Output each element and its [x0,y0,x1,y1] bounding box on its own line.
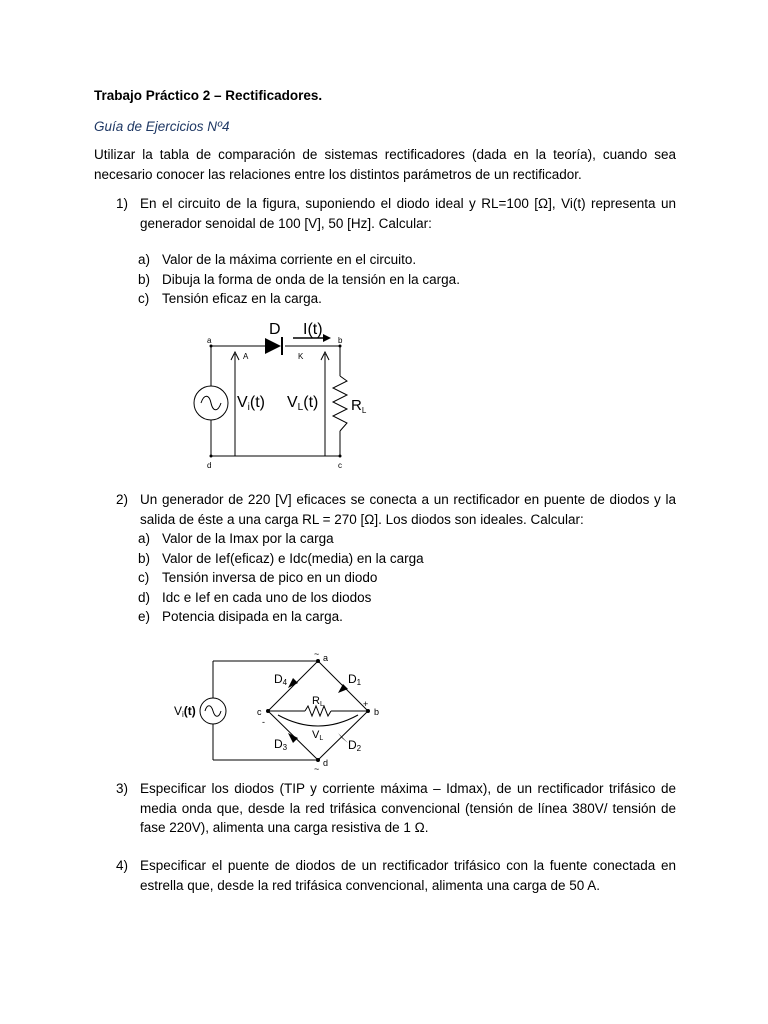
node-c-label: c [338,461,342,470]
vl-label: VL [312,729,324,742]
node-b-label: b [338,336,343,345]
diode-symbol [265,338,281,354]
exercise-1 [94,194,676,234]
cathode-label: K [298,352,304,361]
vi-label: Vi(t) [174,704,196,719]
node-b-label: b [374,707,380,717]
diode-d1 [338,684,348,693]
doc-subtitle: Guía de Ejercicios Nº4 [94,119,230,134]
bridge-rectifier-diagram [170,645,410,775]
list-item: d) Idc e Ief en cada uno de los diodos [138,589,372,605]
node-d-label: d [323,758,329,768]
list-item: c) Tensión eficaz en la carga. [138,291,322,306]
vi-label: Vi(t) [237,394,266,413]
exercise-3 [94,779,676,839]
exercise-number: 2) [116,492,129,507]
current-label: I(t) [303,321,323,338]
exercise-text: Especificar el puente de diodos de un rectificador trifásico con la fuente conectada en estrella que, desde la red trifásica convencional, alimenta una carga de 50 A. [140,858,676,893]
rl-label: $R_L$ [351,397,367,415]
exercise-4 [94,856,676,896]
node-a-label: a [323,653,329,663]
exercise-text: Un generador de 220 [V] eficaces se conecta a un rectificador en puente de diodos y la salida de éste a una carga RL = 270 [Ω]. Los diodos son ideales. Calcular: [140,492,676,527]
diode-d3 [288,733,298,743]
node-d-label: d [207,461,212,470]
exercise-2-items [138,529,678,627]
doc-intro: Utilizar la tabla de comparación de sistemas rectificadores (dada en la teoría), cuando sea necesario conocer las relaciones entre los distintos parámetros de un rectificador. [94,147,676,182]
list-item: b) Dibuja la forma de onda de la tensión en la carga. [138,271,460,287]
exercise-number: 1) [116,196,129,211]
d4-label: D4 [274,672,288,687]
tilde-bottom: ~ [314,764,320,774]
exercise-text: En el circuito de la figura, suponiendo el diodo ideal y RL=100 [Ω], Vi(t) representa un generador senoidal de 100 [V], 50 [Hz]. Calcular: [140,196,676,231]
list-item: c) Tensión inversa de pico en un diodo [138,570,378,585]
d3-label: D3 [274,737,288,752]
exercise-number: 3) [116,781,129,796]
d2-label: D2 [348,738,362,753]
minus-sign: - [262,717,265,727]
d1-label: D1 [348,672,362,687]
diode-d2 [338,733,348,743]
list-item: b) Valor de Ief(eficaz) e Idc(media) en la carga [138,550,424,566]
node-a-label: a [207,336,212,345]
node-c-label: c [257,707,262,717]
plus-sign: + [363,699,369,709]
tilde-top: ~ [314,649,320,659]
exercise-number: 4) [116,858,129,873]
list-item: a) Valor de la Imax por la carga [138,531,334,546]
rl-label: RL [312,695,324,708]
half-wave-rectifier-diagram [185,316,365,476]
exercise-1-items [138,250,678,309]
exercise-text: Especificar los diodos (TIP y corriente máxima – Idmax), de un rectificador trifásico de media onda que, desde la red trifásica convencional (tensión de línea 380V/ tensión de fase 220V), alimenta una carga resistiva de 1 Ω. [140,781,676,835]
doc-title: Trabajo Práctico 2 – Rectificadores. [94,88,323,103]
list-item: e) Potencia disipada en la carga. [138,609,343,624]
vl-label: VL(t) [287,394,319,413]
list-item: a) Valor de la máxima corriente en el circuito. [138,252,417,267]
diode-label: D [269,321,281,338]
anode-label: A [243,352,249,361]
exercise-2 [94,490,676,530]
